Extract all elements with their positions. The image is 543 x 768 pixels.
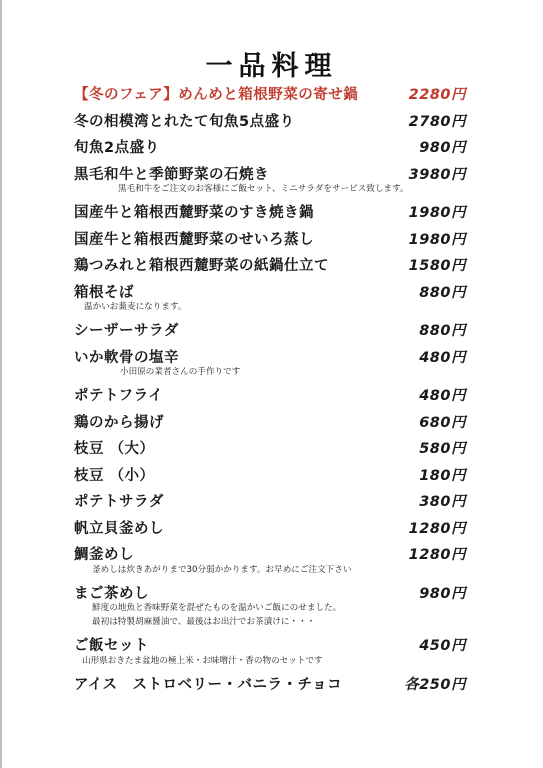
item-name: 箱根そば (74, 284, 134, 301)
item-price: 1580円 (408, 258, 466, 274)
item-name: 国産牛と箱根西麓野菜のせいろ蒸し (74, 231, 314, 248)
menu-item-sashimi-5 (74, 109, 466, 136)
item-price: 880円 (419, 284, 466, 301)
item-price: 1980円 (408, 231, 466, 248)
item-price: 2780円 (408, 113, 466, 130)
menu-item-potato-salad (74, 489, 466, 516)
item-note: 小田原の業者さんの手作りです (120, 367, 241, 377)
item-price: 1280円 (408, 547, 466, 563)
item-name: 【冬のフェア】めんめと箱根野菜の寄せ鍋 (74, 87, 359, 103)
item-name: 旬魚2点盛り (74, 140, 160, 156)
item-note: 最初は特製胡麻醤油で、最後はお出汁でお茶漬けに・・・ (92, 617, 316, 627)
item-name: 冬の相模湾とれたて旬魚5点盛り (74, 113, 295, 130)
menu-item-caesar-salad (74, 318, 466, 345)
menu-item-edamame-small (74, 463, 466, 490)
item-name: 枝豆 （大） (74, 441, 155, 457)
item-name: 枝豆 （小） (74, 467, 155, 484)
menu-item-sashimi-2 (74, 135, 466, 162)
item-name: いか軟骨の塩辛 (74, 349, 179, 366)
item-name: ポテトサラダ (74, 494, 164, 510)
item-note: 温かいお蕎麦になります。 (84, 302, 187, 312)
item-price: 580円 (419, 441, 466, 457)
item-price: 180円 (419, 467, 466, 484)
menu-item-winter-fair-hotpot (74, 82, 466, 109)
menu-item-sukiyaki (74, 200, 466, 227)
item-price: 3980円 (408, 166, 466, 183)
scan-edge (0, 0, 2, 768)
item-name: 帆立貝釜めし (74, 520, 164, 537)
item-price: 450円 (419, 638, 466, 654)
menu-list (74, 82, 466, 698)
item-name: アイス ストロベリー・バニラ・チョコ (74, 676, 343, 693)
menu-item-karaage (74, 410, 466, 437)
menu-title: 一品料理 (205, 51, 338, 82)
item-price: 980円 (419, 585, 466, 602)
menu-item-paper-hotpot (74, 253, 466, 280)
item-name: ポテトフライ (74, 388, 164, 404)
item-note: 山形県おきたま盆地の極上米・お味噌汁・香の物のセットです (82, 655, 323, 666)
item-name: 鶏つみれと箱根西麓野菜の紙鍋仕立て (74, 258, 329, 274)
item-name: 鯛釜めし (74, 547, 134, 563)
item-price: 980円 (419, 140, 466, 156)
item-price: 480円 (419, 349, 466, 366)
item-price: 1980円 (408, 205, 466, 221)
item-note: 鮮度の地魚と香味野菜を混ぜたものを温かいご飯にのせました。 (92, 603, 342, 613)
item-name: 国産牛と箱根西麓野菜のすき焼き鍋 (74, 205, 314, 221)
item-name: シーザーサラダ (74, 323, 179, 339)
item-name: 黒毛和牛と季節野菜の石焼き (74, 166, 269, 183)
item-name: 鶏のから揚げ (74, 414, 164, 431)
item-note: 黒毛和牛をご注文のお客様にご飯セット、ミニサラダをサービス致します。 (118, 184, 409, 194)
item-price: 2280円 (408, 87, 466, 103)
item-name: まご茶めし (74, 585, 149, 602)
menu-item-potato-fries (74, 383, 466, 410)
item-price: 1280円 (408, 520, 466, 537)
item-price: 480円 (419, 388, 466, 404)
item-price: 880円 (419, 323, 466, 339)
menu-item-scallop-kamameshi (74, 516, 466, 543)
item-price: 380円 (419, 494, 466, 510)
menu-item-edamame-large (74, 436, 466, 463)
item-name: ご飯セット (74, 638, 149, 654)
menu-item-seiro-steam (74, 227, 466, 254)
item-note: 釜めしは炊きあがりまで30分弱かかります。お早めにご注文下さい (92, 564, 352, 575)
item-price: 680円 (419, 414, 466, 431)
menu-item-ice-cream (74, 672, 466, 699)
item-price: 各250円 (404, 676, 466, 693)
